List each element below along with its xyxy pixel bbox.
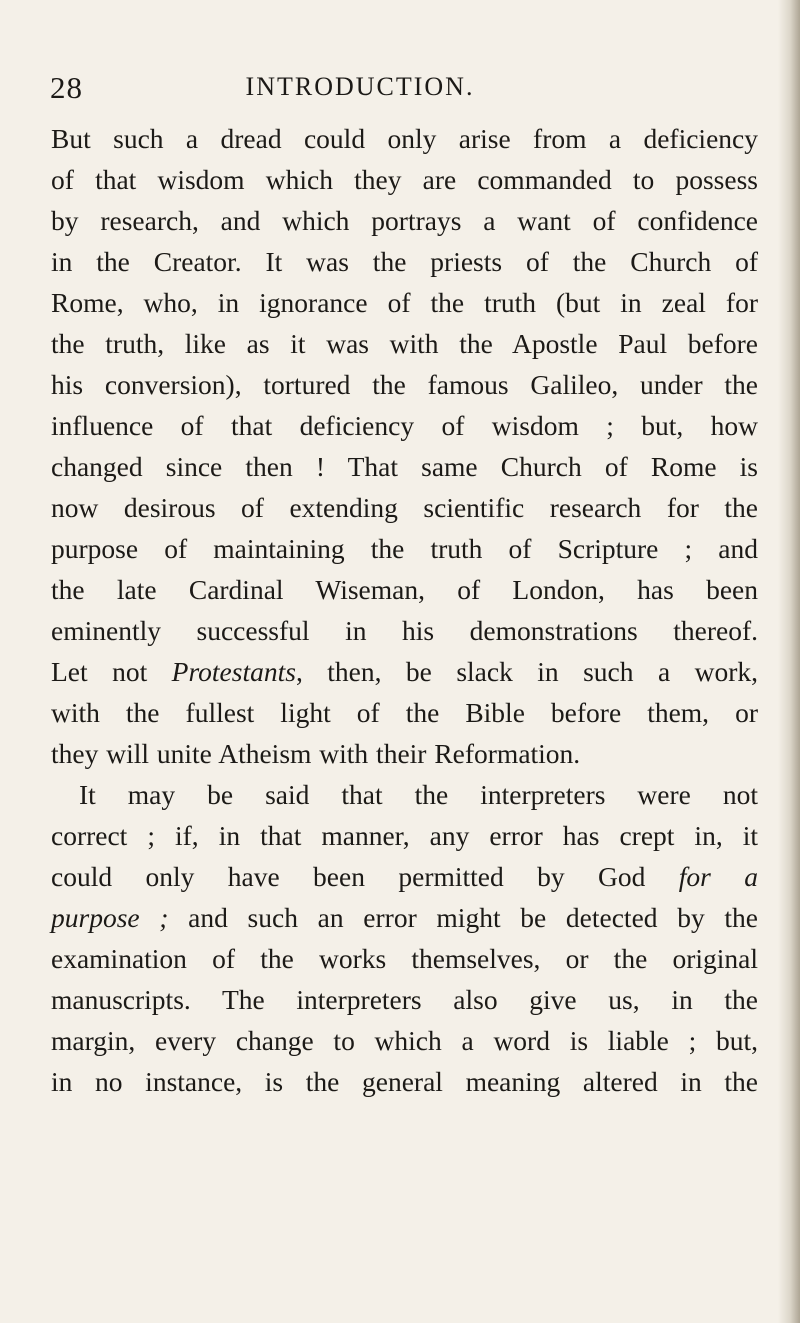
text-line [51, 897, 758, 938]
text-run: margin, every change to which a word is liable ; but, [51, 1025, 758, 1056]
text-line [51, 446, 758, 487]
text-line [51, 159, 758, 200]
text-line [51, 200, 758, 241]
text-line [51, 241, 758, 282]
text-line [51, 118, 758, 159]
text-run: in the Creator. It was the priests of the Church of [51, 246, 758, 277]
text-run: by research, and which portrays a want of confidence [51, 205, 758, 236]
text-line [51, 856, 758, 897]
text-run: with the fullest light of the Bible before them, or [51, 697, 758, 728]
text-run: the late Cardinal Wiseman, of London, has been [51, 574, 758, 605]
text-line [51, 815, 758, 856]
running-title: INTRODUCTION. [245, 72, 475, 101]
text-run: correct ; if, in that manner, any error has crept in, it [51, 820, 758, 851]
text-line [51, 282, 758, 323]
text-line [51, 692, 758, 733]
italic-text: for a [678, 861, 758, 892]
text-run: could only have been permitted by God [51, 861, 679, 892]
text-line [51, 405, 758, 446]
italic-text: purpose ; [51, 902, 169, 933]
page-header [50, 70, 760, 114]
text-run: But such a dread could only arise from a deficiency [51, 123, 758, 154]
text-run: manuscripts. The interpreters also give us, in the [51, 984, 758, 1015]
text-line [51, 528, 758, 569]
text-run: influence of that deficiency of wisdom ; but, how [51, 410, 758, 441]
page-edge-shadow [778, 0, 800, 1323]
body-text [51, 118, 758, 1102]
text-run: , then, be slack in such a work, [295, 656, 758, 687]
text-run: the truth, like as it was with the Apostle Paul before [51, 328, 758, 359]
text-line [51, 610, 758, 651]
text-run: examination of the works themselves, or the original [51, 943, 758, 974]
text-run: changed since then ! That same Church of Rome is [51, 451, 758, 482]
italic-text: Protestants [171, 656, 296, 687]
text-run: and such an error might be detected by the [168, 902, 758, 933]
text-run: It may be said that the interpreters were not [79, 779, 758, 810]
text-run: his conversion), tortured the famous Galileo, under the [51, 369, 758, 400]
text-line [51, 1020, 758, 1061]
text-line [51, 733, 758, 774]
text-line [51, 364, 758, 405]
text-run: they will unite Atheism with their Reformation. [51, 738, 581, 769]
text-run: eminently successful in his demonstrations thereof. [51, 615, 758, 646]
text-line [51, 979, 758, 1020]
text-run: of that wisdom which they are commanded to possess [51, 164, 758, 195]
text-line [51, 1061, 758, 1102]
text-line [51, 774, 758, 815]
text-run: now desirous of extending scientific research for the [51, 492, 758, 523]
text-line [51, 487, 758, 528]
text-line [51, 651, 758, 692]
text-line [51, 323, 758, 364]
text-line [51, 938, 758, 979]
page-number: 28 [50, 70, 83, 105]
text-run: Let not [51, 656, 172, 687]
text-run: Rome, who, in ignorance of the truth (but in zeal for [51, 287, 758, 318]
text-line [51, 569, 758, 610]
text-run: purpose of maintaining the truth of Scripture ; and [51, 533, 758, 564]
text-run: in no instance, is the general meaning altered in the [51, 1066, 758, 1097]
